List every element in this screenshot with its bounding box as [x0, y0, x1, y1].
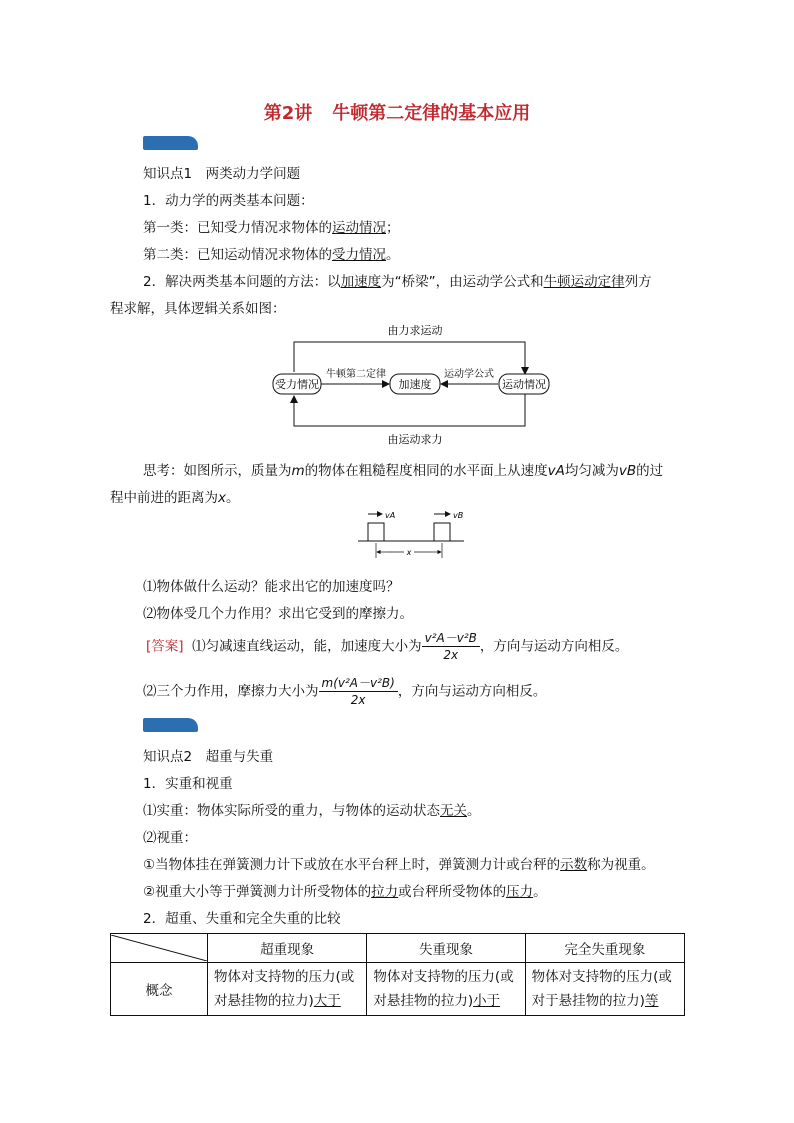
section-tag	[143, 718, 198, 732]
lecture-number: 第2讲	[263, 103, 313, 124]
table-corner-cell	[111, 934, 208, 963]
section2-p3: ⑵视重：	[143, 830, 197, 846]
logic-flow-diagram	[270, 320, 560, 448]
flow-bottom-label: 由运动求力	[387, 433, 443, 446]
table-header: 超重现象	[208, 934, 367, 963]
acceleration-fraction: $\frac{\text{v²A－v²B}}{2x}$	[422, 630, 480, 663]
flow-bottom-arrow	[294, 394, 525, 426]
section2-p1: 1．实重和视重	[143, 776, 233, 792]
table-cell: 物体对支持物的压力(或对悬挂物的拉力)小于	[367, 963, 525, 1016]
section1-p4: 2．解决两类基本问题的方法：以加速度为“桥梁”，由运动学公式和牛顿运动定律列方	[143, 274, 652, 290]
table-cell: 物体对支持物的压力(或对悬挂物的拉力)大于	[208, 963, 367, 1016]
comparison-table	[110, 933, 685, 1016]
diagonal-line	[111, 935, 207, 961]
think-line1: 思考：如图所示，质量为m的物体在粗糙程度相同的水平面上从速度vA均匀减为vB的过	[143, 463, 664, 479]
question-1: ⑴物体做什么运动？能求出它的加速度吗？	[143, 579, 400, 595]
velocity-b-label: vB	[453, 511, 464, 520]
arrow-newton-label: 牛顿第二定律	[326, 369, 386, 380]
block-motion-figure	[352, 506, 470, 560]
section2-p2: ⑴实重：物体实际所受的重力，与物体的运动状态无关。	[143, 803, 481, 819]
section1-p4-line2: 程求解，具体逻辑关系如图：	[110, 301, 286, 317]
friction-fraction: $\frac{\text{m(v²A－v²B)}}{2x}$	[319, 675, 398, 708]
section1-heading: 知识点1 两类动力学问题	[143, 166, 301, 182]
section2-heading: 知识点2 超重与失重	[143, 749, 274, 765]
arrow-kinematics-label: 运动学公式	[444, 369, 494, 380]
section2-p6: 2．超重、失重和完全失重的比较	[143, 911, 341, 927]
section2-p4: ①当物体挂在弹簧测力计下或放在水平台秤上时，弹簧测力计或台秤的示数称为视重。	[143, 857, 655, 873]
page-title	[0, 99, 794, 125]
box-force-label: 受力情况	[275, 378, 319, 391]
answer-tag: [答案]	[146, 638, 184, 655]
box-accel-label: 加速度	[398, 378, 432, 391]
block-b	[434, 523, 450, 541]
row-label: 概念	[111, 963, 208, 1016]
table-row	[111, 963, 685, 1016]
section1-p1: 1．动力学的两类基本问题：	[143, 193, 314, 209]
table-header: 失重现象	[367, 934, 525, 963]
question-2: ⑵物体受几个力作用？求出它受到的摩擦力。	[143, 606, 413, 622]
answer-2: ⑵三个力作用，摩擦力大小为 $\frac{\text{m(v²A－v²B)}}{2x}$ ，方向与运动方向相反。	[143, 676, 547, 707]
block-a	[368, 523, 384, 541]
section2-p5: ②视重大小等于弹簧测力计所受物体的拉力或台秤所受物体的压力。	[143, 884, 547, 900]
think-line2: 程中前进的距离为x。	[110, 490, 240, 506]
section1-p3: 第二类：已知运动情况求物体的受力情况。	[143, 247, 400, 263]
box-motion-label: 运动情况	[502, 378, 546, 391]
table-cell: 物体对支持物的压力(或对于悬挂物的拉力)等	[525, 963, 684, 1016]
velocity-a-label: vA	[385, 511, 396, 520]
distance-label: x	[406, 548, 412, 557]
table-header-row	[111, 934, 685, 963]
section-tag	[143, 136, 198, 150]
section1-p2: 第一类：已知受力情况求物体的运动情况；	[143, 220, 400, 236]
flow-top-label: 由力求运动	[387, 324, 443, 337]
table-header: 完全失重现象	[525, 934, 684, 963]
lecture-name: 牛顿第二定律的基本应用	[332, 103, 531, 124]
answer-1: [答案] ⑴匀减速直线运动，能，加速度大小为 $\frac{\text{v²A－v²B}}{2x}$ ，方向与运动方向相反。	[146, 631, 629, 662]
